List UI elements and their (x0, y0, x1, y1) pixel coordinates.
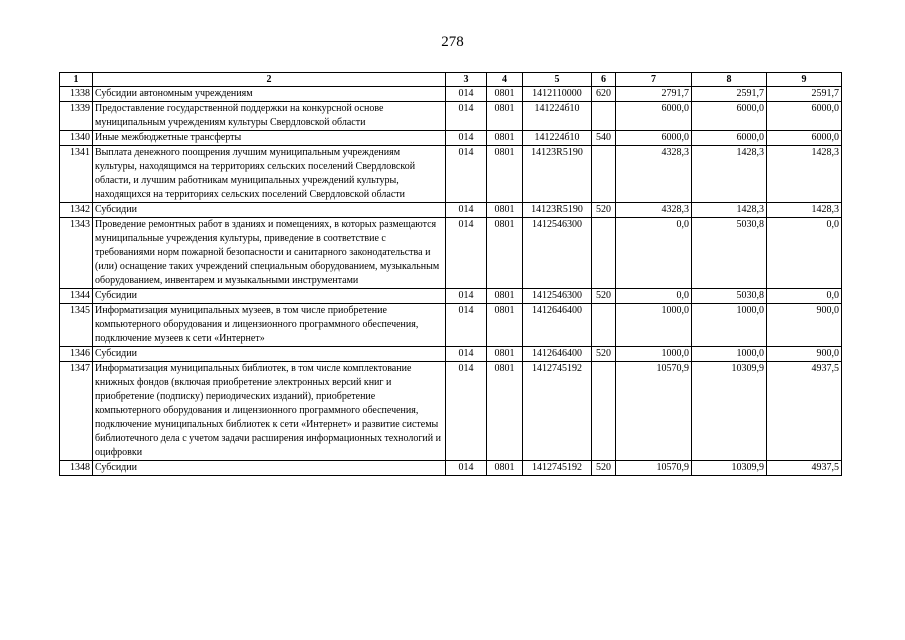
row-number-cell: 1340 (60, 131, 93, 146)
row-name-cell: Субсидии (93, 461, 446, 476)
column-6-cell (592, 218, 616, 289)
value-7-cell: 2791,7 (616, 87, 692, 102)
row-name-cell: Субсидии (93, 289, 446, 304)
row-number-cell: 1338 (60, 87, 93, 102)
row-number-cell: 1345 (60, 304, 93, 347)
column-4-cell: 0801 (487, 362, 523, 461)
row-name-cell: Проведение ремонтных работ в зданиях и помещениях, в которых размещаются муниципальные учреждения культуры, приведение в соответствие с требованиями норм пожарной безопасности и санитарного законодательства и (или) оснащение таких учреждений специальным оборудованием, музыкальным оборудованием, инвентарем и музыкальными инструментами (93, 218, 446, 289)
value-7-cell: 0,0 (616, 289, 692, 304)
table-row (60, 102, 842, 131)
value-8-cell: 5030,8 (692, 218, 767, 289)
table-row (60, 87, 842, 102)
table-row (60, 146, 842, 203)
table-row (60, 131, 842, 146)
column-5-cell: 141224б10 (523, 102, 592, 131)
column-3-cell: 014 (446, 131, 487, 146)
column-3-cell: 014 (446, 347, 487, 362)
value-9-cell: 1428,3 (767, 203, 842, 218)
value-7-cell: 6000,0 (616, 102, 692, 131)
column-3-cell: 014 (446, 461, 487, 476)
value-9-cell: 4937,5 (767, 362, 842, 461)
column-5-cell: 1412646400 (523, 304, 592, 347)
value-7-cell: 1000,0 (616, 304, 692, 347)
row-number-cell: 1339 (60, 102, 93, 131)
column-5-cell: 14123R5190 (523, 146, 592, 203)
row-name-cell: Иные межбюджетные трансферты (93, 131, 446, 146)
column-6-cell: 520 (592, 203, 616, 218)
value-9-cell: 0,0 (767, 289, 842, 304)
value-7-cell: 1000,0 (616, 347, 692, 362)
column-5-cell: 141224б10 (523, 131, 592, 146)
value-7-cell: 10570,9 (616, 362, 692, 461)
row-number-cell: 1348 (60, 461, 93, 476)
value-8-cell: 1000,0 (692, 304, 767, 347)
column-4-cell: 0801 (487, 102, 523, 131)
value-7-cell: 0,0 (616, 218, 692, 289)
column-5-cell: 1412745192 (523, 461, 592, 476)
budget-table (59, 72, 842, 476)
column-3-cell: 014 (446, 203, 487, 218)
row-name-cell: Субсидии (93, 203, 446, 218)
column-4-cell: 0801 (487, 304, 523, 347)
header-cell: 1 (60, 73, 93, 87)
column-5-cell: 1412646400 (523, 347, 592, 362)
header-row (60, 73, 842, 87)
value-8-cell: 10309,9 (692, 461, 767, 476)
column-4-cell: 0801 (487, 87, 523, 102)
column-6-cell: 520 (592, 461, 616, 476)
row-number-cell: 1341 (60, 146, 93, 203)
row-name-cell: Предоставление государственной поддержки на конкурсной основе муниципальным учреждениям культуры Свердловской области (93, 102, 446, 131)
column-4-cell: 0801 (487, 218, 523, 289)
value-9-cell: 1428,3 (767, 146, 842, 203)
table-body (60, 87, 842, 476)
header-cell: 4 (487, 73, 523, 87)
column-3-cell: 014 (446, 304, 487, 347)
column-5-cell: 1412745192 (523, 362, 592, 461)
header-cell: 3 (446, 73, 487, 87)
value-8-cell: 5030,8 (692, 289, 767, 304)
column-5-cell: 14123R5190 (523, 203, 592, 218)
header-cell: 5 (523, 73, 592, 87)
value-8-cell: 1428,3 (692, 203, 767, 218)
column-4-cell: 0801 (487, 461, 523, 476)
row-name-cell: Информатизация муниципальных библиотек, в том числе комплектование книжных фондов (включая приобретение электронных версий книг и приобретение (подписку) периодических изданий), приобретение компьютерного оборудования и лицензионного программного обеспечения, подключение муниципальных библиотек к сети «Интернет» и развитие системы библиотечного дела с учетом задачи расширения информационных технологий и оцифровки (93, 362, 446, 461)
value-8-cell: 1000,0 (692, 347, 767, 362)
page-number: 278 (441, 34, 464, 50)
table-row (60, 289, 842, 304)
table-row (60, 203, 842, 218)
column-6-cell (592, 304, 616, 347)
row-name-cell: Информатизация муниципальных музеев, в том числе приобретение компьютерного оборудования и лицензионного программного обеспечения, подключение музеев к сети «Интернет» (93, 304, 446, 347)
column-5-cell: 1412110000 (523, 87, 592, 102)
value-7-cell: 6000,0 (616, 131, 692, 146)
header-cell: 9 (767, 73, 842, 87)
value-9-cell: 4937,5 (767, 461, 842, 476)
row-number-cell: 1343 (60, 218, 93, 289)
value-8-cell: 10309,9 (692, 362, 767, 461)
column-3-cell: 014 (446, 362, 487, 461)
column-4-cell: 0801 (487, 289, 523, 304)
column-6-cell: 520 (592, 289, 616, 304)
row-name-cell: Субсидии автономным учреждениям (93, 87, 446, 102)
column-6-cell: 540 (592, 131, 616, 146)
column-4-cell: 0801 (487, 347, 523, 362)
table-row (60, 304, 842, 347)
row-number-cell: 1342 (60, 203, 93, 218)
header-cell: 7 (616, 73, 692, 87)
table-row (60, 461, 842, 476)
value-9-cell: 2591,7 (767, 87, 842, 102)
row-number-cell: 1347 (60, 362, 93, 461)
value-8-cell: 6000,0 (692, 102, 767, 131)
column-6-cell (592, 102, 616, 131)
value-7-cell: 4328,3 (616, 203, 692, 218)
value-8-cell: 2591,7 (692, 87, 767, 102)
header-cell: 6 (592, 73, 616, 87)
row-number-cell: 1344 (60, 289, 93, 304)
table-row (60, 218, 842, 289)
value-9-cell: 6000,0 (767, 102, 842, 131)
column-3-cell: 014 (446, 102, 487, 131)
column-5-cell: 1412546300 (523, 289, 592, 304)
column-4-cell: 0801 (487, 131, 523, 146)
column-3-cell: 014 (446, 218, 487, 289)
column-6-cell (592, 146, 616, 203)
value-8-cell: 6000,0 (692, 131, 767, 146)
column-5-cell: 1412546300 (523, 218, 592, 289)
row-name-cell: Выплата денежного поощрения лучшим муниципальным учреждениям культуры, находящимся на территориях сельских поселений Свердловской области, и лучшим работникам муниципальных учреждений культуры, находящихся на территориях сельских поселений Свердловской области (93, 146, 446, 203)
value-7-cell: 4328,3 (616, 146, 692, 203)
value-9-cell: 900,0 (767, 347, 842, 362)
value-9-cell: 900,0 (767, 304, 842, 347)
row-name-cell: Субсидии (93, 347, 446, 362)
value-9-cell: 0,0 (767, 218, 842, 289)
column-6-cell (592, 362, 616, 461)
header-cell: 8 (692, 73, 767, 87)
column-3-cell: 014 (446, 146, 487, 203)
column-4-cell: 0801 (487, 203, 523, 218)
value-7-cell: 10570,9 (616, 461, 692, 476)
column-6-cell: 620 (592, 87, 616, 102)
value-9-cell: 6000,0 (767, 131, 842, 146)
column-3-cell: 014 (446, 289, 487, 304)
value-8-cell: 1428,3 (692, 146, 767, 203)
column-4-cell: 0801 (487, 146, 523, 203)
row-number-cell: 1346 (60, 347, 93, 362)
column-6-cell: 520 (592, 347, 616, 362)
table-row (60, 362, 842, 461)
column-3-cell: 014 (446, 87, 487, 102)
header-cell: 2 (93, 73, 446, 87)
table-row (60, 347, 842, 362)
